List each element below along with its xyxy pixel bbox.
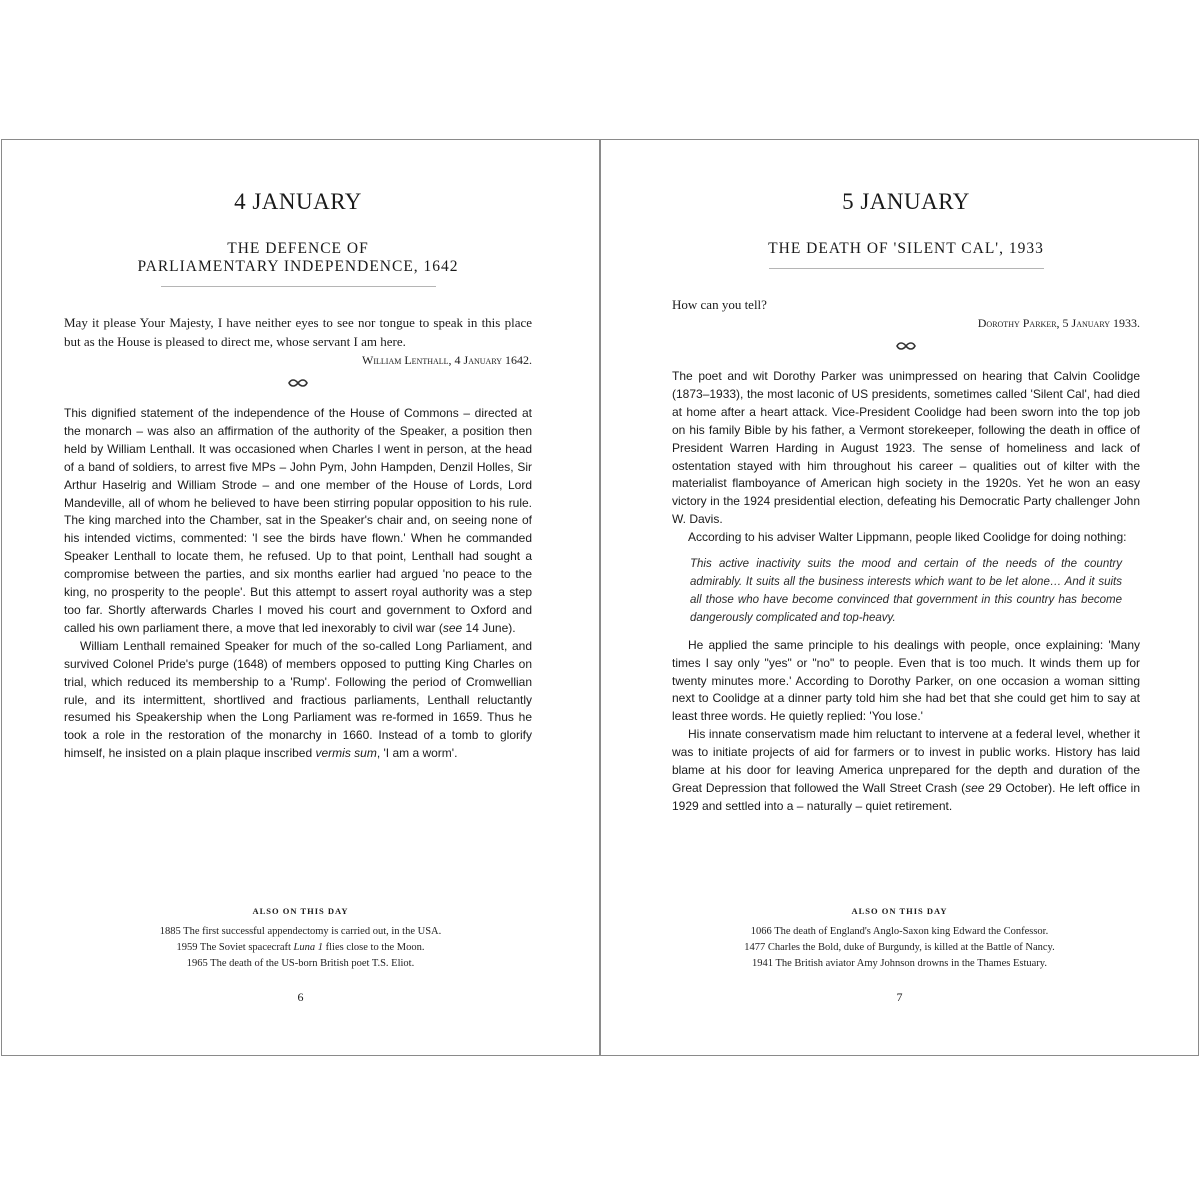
entry-title-line: PARLIAMENTARY INDEPENDENCE, 1642 [137, 258, 459, 275]
entry-body [672, 368, 1140, 816]
also-item: 1941 The British aviator Amy Johnson drowns in the Thames Estuary. [752, 958, 1047, 969]
epigraph-quote: How can you tell? [672, 297, 767, 312]
body-paragraph: His innate conservatism made him reluctant to intervene at a federal level, whether it was to initiate projects of aid for farmers or to invest in public works. History has laid blame at his door for leaving America unprepared for the depth and duration of the Great Depression that followed the Wall Street Crash (see 29 October). He left office in 1929 and settled into a – naturally – quiet retirement. [672, 727, 1140, 813]
book-spread [0, 139, 1200, 1058]
entry-title-line: THE DEFENCE OF [227, 240, 369, 257]
also-list [2, 924, 599, 972]
epigraph-attribution: William Lenthall, 4 January 1642. [362, 353, 532, 367]
entry-body [64, 405, 532, 763]
page-number: 6 [297, 990, 304, 1004]
body-paragraph: According to his adviser Walter Lippmann, people liked Coolidge for doing nothing: [688, 530, 1127, 545]
title-rule [769, 268, 1044, 269]
also-list [601, 924, 1198, 972]
page-date-heading: 4 JANUARY [234, 189, 362, 214]
left-page-content [64, 140, 532, 763]
left-page [1, 139, 600, 1056]
right-page [600, 139, 1199, 1056]
title-rule [161, 286, 436, 287]
block-quote: This active inactivity suits the mood and certain of the needs of the country admirably. It suits all the business interests which want to be let alone… And it suits all those who have become convinced that government in this country has become dangerously complicated and top-heavy. [690, 558, 1122, 624]
also-on-this-day [2, 905, 599, 972]
body-paragraph: He applied the same principle to his dealings with people, once explaining: 'Many times I say only "yes" or "no" to people. Even that is too much. It winds them up for twenty minutes more.' According to Dorothy Parker, on one occasion a woman sitting next to Coolidge at a dinner party told him she had bet that she could get him to say at least three words. He quietly replied: 'You lose.' [672, 637, 1140, 724]
also-heading: ALSO ON THIS DAY [851, 906, 948, 916]
epigraph-quote: May it please Your Majesty, I have neither eyes to see nor tongue to speak in this place but as the House is pleased to direct me, whose servant I am here. [64, 315, 532, 349]
entry-title-line: THE DEATH OF 'SILENT CAL', 1933 [768, 240, 1044, 257]
right-page-content [672, 140, 1140, 816]
also-item: 1959 The Soviet spacecraft Luna 1 flies close to the Moon. [176, 942, 425, 953]
ornament-icon [64, 375, 532, 391]
body-paragraph: The poet and wit Dorothy Parker was unimpressed on hearing that Calvin Coolidge (1873–1933), the most laconic of US presidents, sometimes called 'Silent Cal', had died at home after a heart attack. Vice-President Coolidge had been sworn into the top job on his family Bible by his father, a Vermont storekeeper, following the death in office of President Warren Harding in August 1923. The sense of homeliness and lack of ostentation stayed with him throughout his career – qualities out of kilter with the materialist flamboyance of American high society in the 1920s. Yet he won an easy victory in the 1924 presidential election, defeating his Democratic Party challenger John W. Davis. [672, 369, 1140, 527]
also-on-this-day [601, 905, 1198, 972]
body-paragraph: This dignified statement of the independence of the House of Commons – directed at the monarch – was also an affirmation of the authority of the Speaker, a position then held by William Lenthall. It was occasioned when Charles I went in person, at the head of a band of soldiers, to arrest five MPs – John Pym, John Hampden, Denzil Holles, Sir Arthur Haselrig and William Strode – and one member of the House of Lords, Lord Mandeville, all of whom he believed to have been stirring popular opposition to his rule. The king marched into the Chamber, sat in the Speaker's chair and, on seeing none of his intended victims, commented: 'I see the birds have flown.' When he commanded Speaker Lenthall to locate them, he refused. Up to that point, Lenthall had sought a compromise between the parties, and six months earlier had argued 'no peace to the king, no prosperity to the people'. But this attempt to assert royal authority was a step too far. Shortly afterwards Charles I moved his court and government to Oxford and called his own parliament there, a move that led inexorably to civil war (see 14 June). [64, 406, 532, 635]
also-item: 1477 Charles the Bold, duke of Burgundy, is killed at the Battle of Nancy. [744, 942, 1055, 953]
also-item: 1965 The death of the US-born British poet T.S. Eliot. [186, 958, 415, 969]
entry-title [64, 240, 532, 276]
page-number: 7 [896, 990, 903, 1004]
ornament-icon [672, 338, 1140, 354]
epigraph-attribution: Dorothy Parker, 5 January 1933. [977, 316, 1140, 330]
also-item: 1885 The first successful appendectomy is carried out, in the USA. [159, 926, 442, 937]
body-paragraph: William Lenthall remained Speaker for much of the so-called Long Parliament, and survived Colonel Pride's purge (1648) of members opposed to putting King Charles on trial, which reduced its membership to a 'Rump'. Following the period of Cromwellian rule, and its intermittent, shortlived and fractious parliaments, Lenthall reluctantly resumed his Speakership when the Long Parliament was re-formed in 1659. Thus he took a role in the restoration of the monarchy in 1660. Instead of a tomb to glorify himself, he insisted on a plain plaque inscribed vermis sum, 'I am a worm'. [64, 638, 532, 761]
entry-title [672, 240, 1140, 258]
also-heading: ALSO ON THIS DAY [252, 906, 349, 916]
page-date-heading: 5 JANUARY [842, 189, 970, 214]
also-item: 1066 The death of England's Anglo-Saxon king Edward the Confessor. [750, 926, 1049, 937]
